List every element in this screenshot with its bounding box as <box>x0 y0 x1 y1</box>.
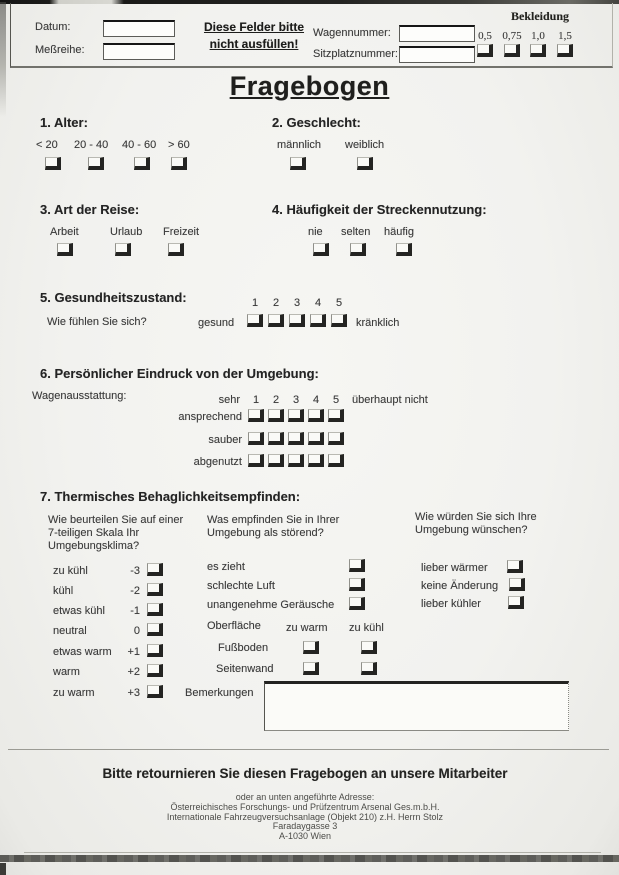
q3-option-label: Urlaub <box>110 226 143 238</box>
wagennummer-input[interactable] <box>399 25 475 42</box>
fussboden-zu-kuehl-checkbox[interactable] <box>361 641 377 654</box>
stoerend-schlechte-luft-checkbox[interactable] <box>349 578 365 591</box>
stoerend-geraeusche-checkbox[interactable] <box>349 597 365 610</box>
q3-option-label: Arbeit <box>50 226 79 238</box>
umgebung-ansprechend-5-checkbox[interactable] <box>328 409 344 422</box>
q4-option-label: nie <box>308 226 323 238</box>
do-not-fill-notice-line1: Diese Felder bitte <box>203 20 305 34</box>
q6-right-anchor: überhaupt nicht <box>352 394 428 406</box>
reise-arbeit-checkbox[interactable] <box>57 243 73 256</box>
umgebung-sauber-2-checkbox[interactable] <box>268 432 284 445</box>
datum-label: Datum: <box>35 21 71 33</box>
q7-heading: 7. Thermisches Behaglichkeitsempfinden: <box>40 489 301 504</box>
q4-option-label: selten <box>341 226 371 238</box>
umgebung-sauber-4-checkbox[interactable] <box>308 432 324 445</box>
oberflaeche-row-label: Fußboden <box>218 642 269 654</box>
klima-0-checkbox[interactable] <box>147 623 163 636</box>
q6-scale-label: 5 <box>332 394 340 406</box>
q5-right-anchor: kränklich <box>356 317 400 329</box>
klima-item-value: -3 <box>130 565 140 577</box>
umgebung-abgenutzt-3-checkbox[interactable] <box>288 454 304 467</box>
q1-heading: 1. Alter: <box>40 115 88 130</box>
footer-divider-top <box>8 749 609 750</box>
q6-heading: 6. Persönlicher Eindruck von der Umgebung: <box>40 366 319 381</box>
bekleidung-1-0-checkbox[interactable] <box>530 44 546 57</box>
address-line: Faradaygasse 3 <box>272 821 338 832</box>
q2-heading: 2. Geschlecht: <box>272 115 361 130</box>
q6-group-label: Wagenausstattung: <box>32 390 127 402</box>
geschlecht-maennlich-checkbox[interactable] <box>290 157 306 170</box>
nutzung-selten-checkbox[interactable] <box>350 243 366 256</box>
q6-row-label: sauber <box>208 434 242 446</box>
wunsch-item-label: keine Änderung <box>421 580 499 592</box>
klima-item-label: kühl <box>53 585 74 597</box>
umgebung-ansprechend-3-checkbox[interactable] <box>288 409 304 422</box>
alter-20-40-checkbox[interactable] <box>88 157 104 170</box>
q6-row-label: abgenutzt <box>193 456 242 468</box>
messreihe-label: Meßreihe: <box>35 44 85 56</box>
q5-heading: 5. Gesundheitszustand: <box>40 290 187 305</box>
address-line: Österreichisches Forschungs- und Prüfzentrum Arsenal Ges.m.b.H. <box>170 801 440 812</box>
klima-item-label: warm <box>53 666 80 678</box>
address-intro: oder an unten angeführte Adresse: <box>235 792 375 802</box>
gesundheit-scale-4-checkbox[interactable] <box>310 314 326 327</box>
wunsch-item-label: lieber wärmer <box>421 562 488 574</box>
klima-item-label: neutral <box>53 625 87 637</box>
umgebung-abgenutzt-4-checkbox[interactable] <box>308 454 324 467</box>
stoerend-item-label: unangenehme Geräusche <box>207 599 335 611</box>
q5-scale-label: 1 <box>251 297 259 309</box>
bekleidung-0-75-checkbox[interactable] <box>504 44 520 57</box>
umgebung-ansprechend-2-checkbox[interactable] <box>268 409 284 422</box>
klima-item-value: +1 <box>127 646 140 658</box>
umgebung-abgenutzt-1-checkbox[interactable] <box>248 454 264 467</box>
q5-scale-label: 2 <box>272 297 280 309</box>
q7-stoerend-question: Was empfinden Sie in Ihrer Umgebung als störend? <box>207 514 340 539</box>
oberflaeche-col-cool-label: zu kühl <box>349 622 384 634</box>
gesundheit-scale-5-checkbox[interactable] <box>331 314 347 327</box>
bekleidung-option-label: 1,0 <box>531 30 545 42</box>
q4-option-label: häufig <box>384 226 414 238</box>
footer-divider-bottom <box>24 852 601 853</box>
q3-heading: 3. Art der Reise: <box>40 202 140 217</box>
klima-plus3-checkbox[interactable] <box>147 685 163 698</box>
q1-option-label: < 20 <box>36 139 58 151</box>
page-title: Fragebogen <box>229 71 390 101</box>
bemerkungen-textarea[interactable] <box>264 681 569 731</box>
bekleidung-1-5-checkbox[interactable] <box>557 44 573 57</box>
address-line: Internationale Fahrzeugversuchsanlage (Objekt 210) z.H. Herrn Stolz <box>166 811 444 822</box>
klima-minus2-checkbox[interactable] <box>147 583 163 596</box>
datum-input[interactable] <box>103 20 175 37</box>
wunsch-item-label: lieber kühler <box>421 598 481 610</box>
q5-scale-label: 4 <box>314 297 322 309</box>
klima-item-value: 0 <box>133 625 140 637</box>
scan-bottom-edge <box>0 855 619 862</box>
gesundheit-scale-3-checkbox[interactable] <box>289 314 305 327</box>
nutzung-nie-checkbox[interactable] <box>313 243 329 256</box>
scan-bottom-corner-mark <box>0 863 6 875</box>
bekleidung-option-label: 1,5 <box>558 30 572 42</box>
klima-minus3-checkbox[interactable] <box>147 563 163 576</box>
umgebung-sauber-5-checkbox[interactable] <box>328 432 344 445</box>
fussboden-zu-warm-checkbox[interactable] <box>303 641 319 654</box>
geschlecht-weiblich-checkbox[interactable] <box>357 157 373 170</box>
klima-item-label: etwas kühl <box>53 605 105 617</box>
q6-left-anchor: sehr <box>218 394 240 406</box>
oberflaeche-row-label: Seitenwand <box>216 663 274 675</box>
oberflaeche-label: Oberfläche <box>207 620 261 632</box>
wagennummer-label: Wagennummer: <box>313 27 391 39</box>
bekleidung-title: Bekleidung <box>510 9 570 23</box>
wunsch-kuehler-checkbox[interactable] <box>508 596 524 609</box>
alter-gt-60-checkbox[interactable] <box>171 157 187 170</box>
q2-option-label: männlich <box>277 139 322 151</box>
klima-item-label: etwas warm <box>53 646 112 658</box>
umgebung-sauber-1-checkbox[interactable] <box>248 432 264 445</box>
q6-scale-label: 1 <box>252 394 260 406</box>
reise-urlaub-checkbox[interactable] <box>115 243 131 256</box>
q6-scale-label: 3 <box>292 394 300 406</box>
bemerkungen-label: Bemerkungen <box>185 687 254 699</box>
oberflaeche-col-warm-label: zu warm <box>286 622 328 634</box>
gesundheit-scale-1-checkbox[interactable] <box>247 314 263 327</box>
stoerend-item-label: schlechte Luft <box>207 580 275 592</box>
bekleidung-option-label: 0,5 <box>478 30 492 42</box>
sitzplatznummer-label: Sitzplatznummer: <box>313 48 398 60</box>
q6-row-label: ansprechend <box>178 411 242 423</box>
klima-item-value: -2 <box>130 585 140 597</box>
reise-freizeit-checkbox[interactable] <box>168 243 184 256</box>
q5-scale-label: 3 <box>293 297 301 309</box>
alter-40-60-checkbox[interactable] <box>134 157 150 170</box>
address-line: A-1030 Wien <box>278 831 332 842</box>
klima-plus1-checkbox[interactable] <box>147 644 163 657</box>
klima-item-value: +3 <box>127 687 140 699</box>
q1-option-label: 20 - 40 <box>74 139 109 151</box>
q4-heading: 4. Häufigkeit der Streckennutzung: <box>272 202 487 217</box>
umgebung-abgenutzt-2-checkbox[interactable] <box>268 454 284 467</box>
do-not-fill-notice-line2: nicht ausfüllen! <box>209 37 299 51</box>
seitenwand-zu-warm-checkbox[interactable] <box>303 662 319 675</box>
seitenwand-zu-kuehl-checkbox[interactable] <box>361 662 377 675</box>
klima-minus1-checkbox[interactable] <box>147 603 163 616</box>
q7-klima-question: Wie beurteilen Sie auf einer 7-teiligen Skala Ihr Umgebungsklima? <box>48 514 184 552</box>
klima-item-label: zu warm <box>53 687 95 699</box>
umgebung-ansprechend-1-checkbox[interactable] <box>248 409 264 422</box>
umgebung-abgenutzt-5-checkbox[interactable] <box>328 454 344 467</box>
bekleidung-option-label: 0,75 <box>502 30 522 42</box>
klima-plus2-checkbox[interactable] <box>147 664 163 677</box>
q5-left-anchor: gesund <box>198 317 235 329</box>
sitzplatznummer-input[interactable] <box>399 46 475 63</box>
q5-scale-label: 5 <box>335 297 343 309</box>
wunsch-keine-aenderung-checkbox[interactable] <box>509 578 525 591</box>
q3-option-label: Freizeit <box>163 226 200 238</box>
q6-scale-label: 2 <box>272 394 280 406</box>
wunsch-waermer-checkbox[interactable] <box>507 560 523 573</box>
q7-wunsch-question: Wie würden Sie sich Ihre Umgebung wünschen? <box>415 511 537 536</box>
klima-item-value: -1 <box>130 605 140 617</box>
return-address-block <box>0 793 610 842</box>
stoerend-item-label: es zieht <box>207 561 245 573</box>
klima-item-value: +2 <box>127 666 140 678</box>
alter-lt-20-checkbox[interactable] <box>45 157 61 170</box>
umgebung-ansprechend-4-checkbox[interactable] <box>308 409 324 422</box>
messreihe-input[interactable] <box>103 43 175 60</box>
nutzung-haeufig-checkbox[interactable] <box>396 243 412 256</box>
bekleidung-0-5-checkbox[interactable] <box>477 44 493 57</box>
return-notice: Bitte retournieren Sie diesen Fragebogen an unsere Mitarbeiter <box>102 766 508 781</box>
gesundheit-scale-2-checkbox[interactable] <box>268 314 284 327</box>
q2-option-label: weiblich <box>345 139 385 151</box>
q1-option-label: 40 - 60 <box>122 139 157 151</box>
q6-scale-label: 4 <box>312 394 320 406</box>
stoerend-es-zieht-checkbox[interactable] <box>349 559 365 572</box>
umgebung-sauber-3-checkbox[interactable] <box>288 432 304 445</box>
q1-option-label: > 60 <box>168 139 190 151</box>
klima-item-label: zu kühl <box>53 565 88 577</box>
q5-question: Wie fühlen Sie sich? <box>47 316 147 328</box>
